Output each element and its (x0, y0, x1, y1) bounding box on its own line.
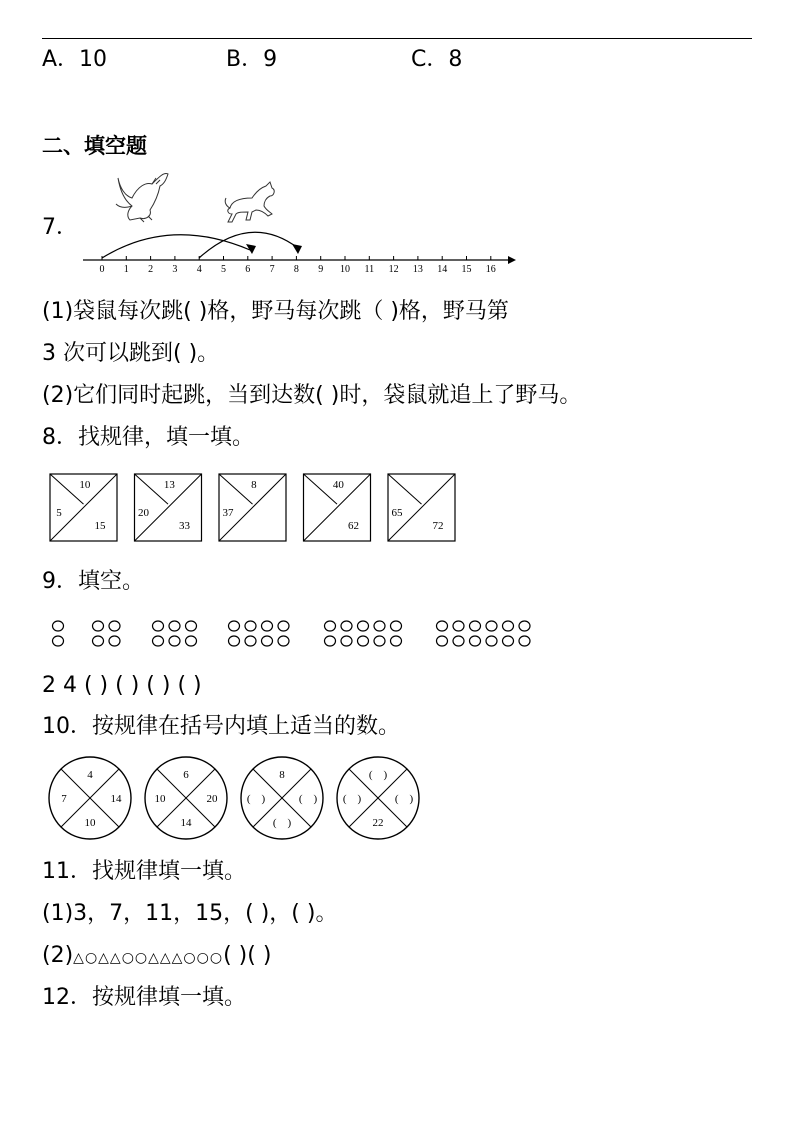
circle-left-number: 10 (154, 793, 166, 805)
tick-label: 11 (364, 264, 375, 275)
tick-label: 9 (318, 264, 324, 275)
kangaroo-icon (116, 173, 168, 222)
small-circle (153, 636, 164, 646)
tick-label: 6 (245, 264, 251, 275)
small-circle (470, 621, 481, 631)
option-a: A．10 (42, 47, 108, 72)
small-circle (229, 636, 240, 646)
box-right-number: 72 (432, 520, 444, 532)
small-circle (391, 621, 402, 631)
pattern-box (219, 474, 286, 541)
top-rule (42, 38, 752, 39)
q11-title: 11．找规律填一填。 (42, 859, 246, 884)
circle-right-number: ( ) (298, 793, 318, 805)
tick-label: 4 (196, 264, 202, 275)
small-circle (53, 636, 64, 646)
tick-label: 5 (221, 264, 226, 275)
small-circle (262, 636, 273, 646)
circle-right-number: 14 (110, 793, 122, 805)
tick-label: 8 (293, 264, 299, 275)
small-circle (374, 636, 385, 646)
horse-icon (225, 182, 274, 222)
circle-left-number: ( ) (342, 793, 362, 805)
cross-circle (49, 757, 131, 839)
circle-top-number: ( ) (368, 769, 388, 781)
small-circle (262, 621, 273, 631)
small-circle (186, 636, 197, 646)
cross-circle (241, 757, 323, 839)
small-circle (245, 621, 256, 631)
tick-label: 0 (99, 264, 105, 275)
circle-right-number: ( ) (394, 793, 414, 805)
circle-bottom-number: ( ) (272, 817, 292, 829)
circle-group (229, 621, 290, 646)
circle-top-number: 6 (183, 769, 189, 781)
circle-group (53, 621, 64, 646)
box-left-number: 20 (138, 507, 149, 519)
circle-bottom-number: 22 (372, 817, 384, 829)
q7-line3: (2)它们同时起跳，当到达数( )时，袋鼠就追上了野马。 (42, 383, 582, 408)
circle-top-number: 8 (279, 769, 285, 781)
circle-group (153, 621, 197, 646)
pattern-box (50, 474, 117, 541)
tick-label: 12 (388, 264, 399, 275)
q7-line1: (1)袋鼠每次跳( )格，野马每次跳（ )格，野马第 (42, 299, 509, 324)
small-circle (486, 621, 497, 631)
circle-group (93, 621, 121, 646)
small-circle (93, 621, 104, 631)
pattern-box (304, 474, 371, 541)
q8-boxes (46, 470, 466, 546)
small-circle (169, 621, 180, 631)
small-circle (486, 636, 497, 646)
circle-right-number: 20 (206, 793, 218, 805)
pattern-box (135, 474, 202, 541)
number-line-figure (80, 168, 520, 278)
circle-group (437, 621, 531, 646)
box-top-number: 13 (163, 479, 175, 491)
small-circle (186, 621, 197, 631)
section-title: 二、填空题 (42, 134, 147, 158)
tick-label: 13 (412, 264, 423, 275)
small-circle (278, 636, 289, 646)
box-top-number: 10 (79, 479, 91, 491)
tick-label: 15 (461, 264, 472, 275)
small-circle (374, 621, 385, 631)
small-circle (503, 621, 514, 631)
small-circle (341, 636, 352, 646)
small-circle (453, 621, 464, 631)
tick-label: 2 (148, 264, 154, 275)
box-left-number: 5 (56, 507, 62, 519)
small-circle (109, 621, 120, 631)
tick-label: 3 (172, 264, 178, 275)
small-circle (470, 636, 481, 646)
box-right-number: 62 (348, 520, 359, 532)
q11-line2-blanks: ( )( ) (223, 943, 272, 968)
q7-number: 7． (42, 215, 78, 240)
circle-left-number: 7 (61, 793, 67, 805)
circle-group (325, 621, 402, 646)
option-b: B．9 (226, 47, 278, 72)
tick-label: 10 (340, 264, 350, 275)
circle-bottom-number: 14 (180, 817, 192, 829)
shape-sequence: △○△△○○△△△○○○ (73, 950, 224, 966)
box-right-number: 15 (94, 520, 106, 532)
box-top-number: 8 (251, 479, 257, 491)
small-circle (229, 621, 240, 631)
small-circle (519, 621, 530, 631)
tick-label: 16 (485, 264, 496, 275)
small-circle (437, 621, 448, 631)
small-circle (109, 636, 120, 646)
small-circle (278, 621, 289, 631)
q9-answer-row: 2 4 ( ) ( ) ( ) ( ) (42, 673, 202, 698)
box-top-number: 40 (332, 479, 344, 491)
box-left-number: 37 (222, 507, 234, 519)
small-circle (437, 636, 448, 646)
circle-top-number: 4 (87, 769, 93, 781)
tick-label: 1 (123, 264, 129, 275)
q11-line2-prefix: (2) (42, 943, 74, 968)
small-circle (153, 621, 164, 631)
small-circle (169, 636, 180, 646)
tick-label: 7 (269, 264, 275, 275)
q7-line2: 3 次可以跳到( )。 (42, 341, 220, 366)
q10-circles (46, 756, 426, 842)
cross-circle (337, 757, 419, 839)
small-circle (325, 636, 336, 646)
box-left-number: 65 (391, 507, 403, 519)
q11-line1: (1)3，7，11，15，( )，( )。 (42, 901, 338, 926)
small-circle (358, 636, 369, 646)
box-right-number: 33 (179, 520, 190, 532)
cross-circle (145, 757, 227, 839)
small-circle (453, 636, 464, 646)
q12-title: 12．按规律填一填。 (42, 985, 246, 1010)
q11-line2 (42, 942, 271, 972)
small-circle (503, 636, 514, 646)
small-circle (519, 636, 530, 646)
tick-label: 14 (437, 264, 448, 275)
small-circle (245, 636, 256, 646)
small-circle (53, 621, 64, 631)
q9-circles-figure (46, 618, 546, 652)
q8-title: 8．找规律，填一填。 (42, 425, 254, 450)
circle-bottom-number: 10 (84, 817, 96, 829)
circle-left-number: ( ) (246, 793, 266, 805)
option-c: C．8 (411, 47, 463, 72)
small-circle (391, 636, 402, 646)
small-circle (93, 636, 104, 646)
q9-title: 9．填空。 (42, 569, 144, 594)
q10-title: 10．按规律在括号内填上适当的数。 (42, 714, 400, 739)
pattern-box (388, 474, 455, 541)
small-circle (325, 621, 336, 631)
small-circle (341, 621, 352, 631)
small-circle (358, 621, 369, 631)
